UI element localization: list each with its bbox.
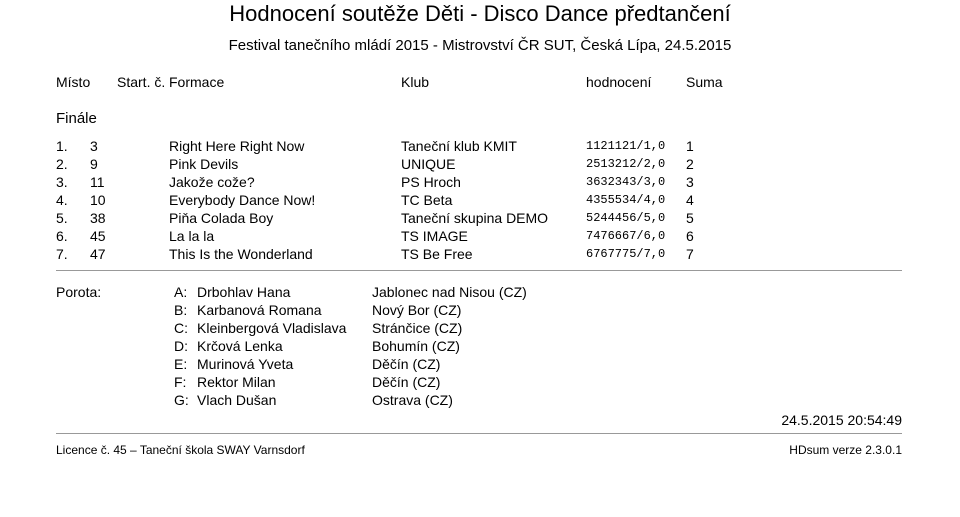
cell-club: Taneční klub KMIT — [401, 138, 517, 154]
jury-member — [0, 302, 960, 320]
cell-club: UNIQUE — [401, 156, 456, 172]
jury-city: Bohumín (CZ) — [372, 338, 460, 354]
timestamp: 24.5.2015 20:54:49 — [781, 412, 902, 428]
jury-member — [0, 320, 960, 338]
cell-start: 45 — [90, 228, 106, 244]
table-row — [0, 174, 960, 192]
cell-start: 47 — [90, 246, 106, 262]
jury-city: Jablonec nad Nisou (CZ) — [372, 284, 527, 300]
cell-formation: Piňa Colada Boy — [169, 210, 274, 226]
cell-start: 11 — [90, 174, 105, 190]
col-header-start: Start. č. — [117, 74, 166, 90]
jury-city: Děčín (CZ) — [372, 356, 441, 372]
col-header-sum: Suma — [686, 74, 723, 90]
cell-place: 4. — [56, 192, 68, 208]
cell-club: Taneční skupina DEMO — [401, 210, 549, 226]
cell-place: 7. — [56, 246, 68, 262]
cell-sum: 6 — [686, 228, 694, 244]
cell-rating: 6767775/7,0 — [586, 247, 666, 261]
jury-letter: C: — [174, 320, 188, 336]
jury-letter: E: — [174, 356, 188, 372]
section-label: Finále — [56, 110, 97, 127]
jury-name: Kleinbergová Vladislava — [197, 320, 347, 336]
jury-label: Porota: — [56, 284, 102, 300]
table-row — [0, 156, 960, 174]
version-text: HDsum verze 2.3.0.1 — [789, 443, 902, 457]
jury-letter: A: — [174, 284, 188, 300]
cell-formation: Everybody Dance Now! — [169, 192, 316, 208]
jury-member — [0, 284, 960, 302]
cell-rating: 3632343/3,0 — [586, 175, 666, 189]
cell-club: TS Be Free — [401, 246, 473, 262]
cell-rating: 2513212/2,0 — [586, 157, 666, 171]
jury-letter: G: — [174, 392, 189, 408]
col-header-rating: hodnocení — [586, 74, 652, 90]
col-header-formation: Formace — [169, 74, 225, 90]
jury-name: Karbanová Romana — [197, 302, 322, 318]
cell-sum: 1 — [686, 138, 694, 154]
cell-club: TS IMAGE — [401, 228, 468, 244]
cell-place: 6. — [56, 228, 68, 244]
cell-place: 1. — [56, 138, 68, 154]
page-title: Hodnocení soutěže Děti - Disco Dance předtančení — [229, 1, 731, 26]
cell-start: 9 — [90, 156, 98, 172]
jury-name: Murinová Yveta — [197, 356, 294, 372]
cell-place: 3. — [56, 174, 68, 190]
table-row — [0, 138, 960, 156]
table-row — [0, 228, 960, 246]
jury-letter: B: — [174, 302, 188, 318]
cell-start: 10 — [90, 192, 106, 208]
cell-club: PS Hroch — [401, 174, 461, 190]
cell-formation: Jakože cože? — [169, 174, 255, 190]
col-header-club: Klub — [401, 74, 430, 90]
cell-start: 3 — [90, 138, 98, 154]
cell-sum: 4 — [686, 192, 694, 208]
cell-place: 5. — [56, 210, 68, 226]
jury-city: Nový Bor (CZ) — [372, 302, 462, 318]
table-row — [0, 192, 960, 210]
jury-name: Vlach Dušan — [197, 392, 277, 408]
cell-sum: 3 — [686, 174, 694, 190]
jury-name: Rektor Milan — [197, 374, 276, 390]
cell-formation: Pink Devils — [169, 156, 239, 172]
cell-sum: 5 — [686, 210, 694, 226]
cell-formation: This Is the Wonderland — [169, 246, 313, 262]
divider — [56, 270, 902, 271]
jury-name: Krčová Lenka — [197, 338, 283, 354]
cell-start: 38 — [90, 210, 106, 226]
jury-member — [0, 374, 960, 392]
cell-rating: 7476667/6,0 — [586, 229, 666, 243]
cell-formation: La la la — [169, 228, 215, 244]
col-header-place: Místo — [56, 74, 91, 90]
table-row — [0, 210, 960, 228]
cell-formation: Right Here Right Now — [169, 138, 305, 154]
cell-rating: 5244456/5,0 — [586, 211, 666, 225]
jury-member — [0, 392, 960, 410]
jury-member — [0, 356, 960, 374]
page-subtitle: Festival tanečního mládí 2015 - Mistrovství ČR SUT, Česká Lípa, 24.5.2015 — [228, 37, 732, 54]
cell-sum: 7 — [686, 246, 694, 262]
jury-letter: D: — [174, 338, 188, 354]
license-text: Licence č. 45 – Taneční škola SWAY Varnsdorf — [56, 443, 305, 457]
cell-rating: 1121121/1,0 — [586, 139, 666, 153]
jury-letter: F: — [174, 374, 187, 390]
jury-city: Stránčice (CZ) — [372, 320, 463, 336]
footer-divider — [56, 433, 902, 434]
cell-club: TC Beta — [401, 192, 453, 208]
jury-member — [0, 338, 960, 356]
jury-city: Ostrava (CZ) — [372, 392, 453, 408]
table-row — [0, 246, 960, 264]
cell-rating: 4355534/4,0 — [586, 193, 666, 207]
cell-sum: 2 — [686, 156, 694, 172]
jury-city: Děčín (CZ) — [372, 374, 441, 390]
cell-place: 2. — [56, 156, 68, 172]
jury-name: Drbohlav Hana — [197, 284, 291, 300]
